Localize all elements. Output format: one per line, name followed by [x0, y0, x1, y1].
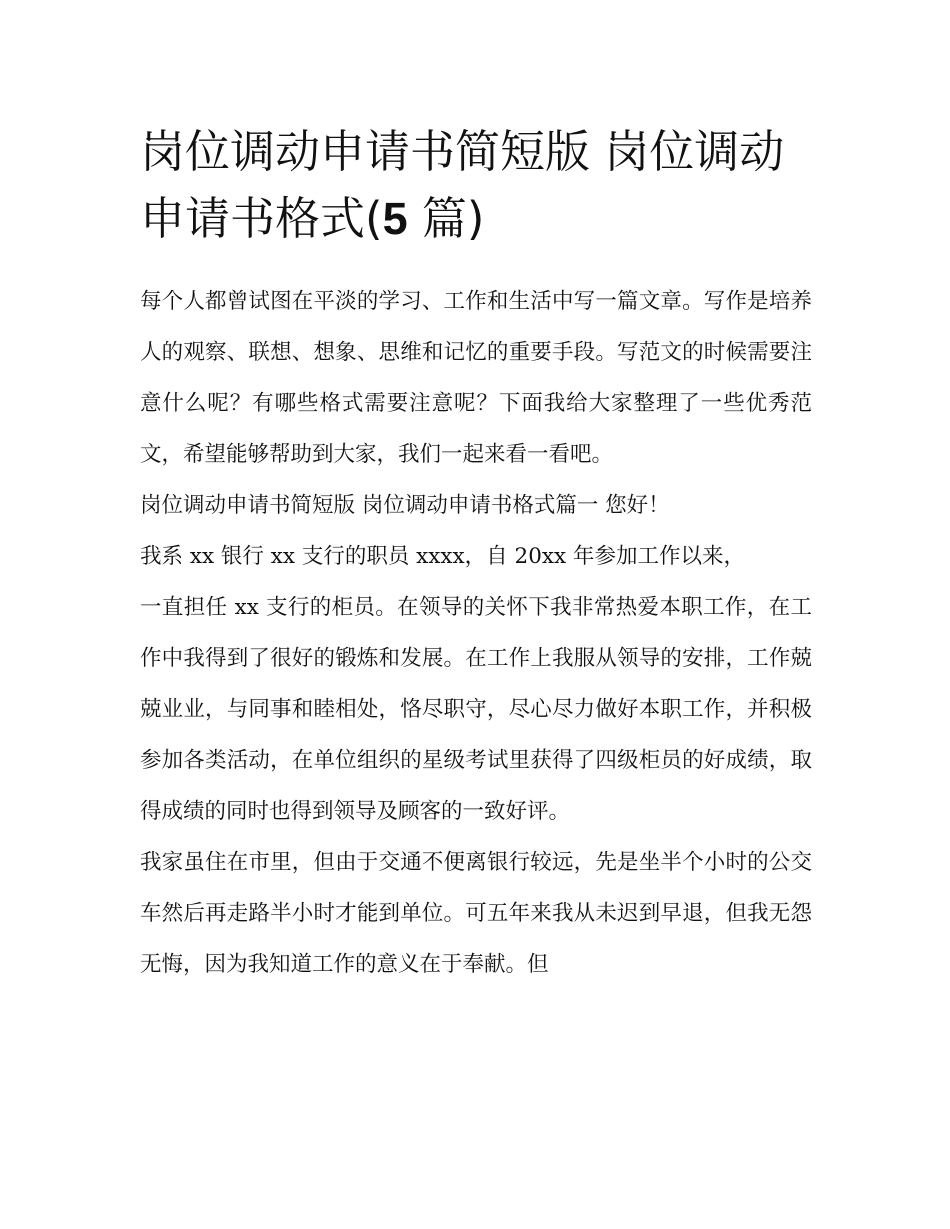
paragraph-commute: 我家虽住在市里，但由于交通不便离银行较远，先是坐半个小时的公交车然后再走路半小时才能到单位。可五年来我从未迟到早退，但我无怨无悔，因为我知道工作的意义在于奉献。但	[140, 850, 812, 977]
title-number: 5	[382, 193, 408, 244]
paragraph-self-intro: 我系 xx 银行 xx 支行的职员 xxxx，自 20xx 年参加工作以来，	[140, 544, 745, 569]
title-text-1: 岗位调动申请书简短版 岗位调动申请书格式(	[140, 125, 785, 245]
title-text-2: 篇)	[407, 192, 485, 245]
paragraph-intro: 每个人都曾试图在平淡的学习、工作和生活中写一篇文章。写作是培养人的观察、联想、想象、思维和记忆的重要手段。写范文的时候需要注意什么呢？有哪些格式需要注意呢？下面我给大家整理了一些优秀范文，希望能够帮助到大家，我们一起来看一看吧。	[140, 289, 812, 467]
paragraph-work: 一直担任 xx 支行的柜员。在领导的关怀下我非常热爱本职工作，在工作中我得到了很好的锻炼和发展。在工作上我服从领导的安排，工作兢兢业业，与同事和睦相处，恪尽职守，尽心尽力做好本职工作，并积极参加各类活动，在单位组织的星级考试里获得了四级柜员的好成绩，取得成绩的同时也得到领导及顾客的一致好评。	[140, 595, 812, 824]
document-body	[140, 276, 812, 990]
document-title	[140, 118, 820, 252]
paragraph-heading: 岗位调动申请书简短版 岗位调动申请书格式篇一 您好！	[140, 493, 670, 518]
